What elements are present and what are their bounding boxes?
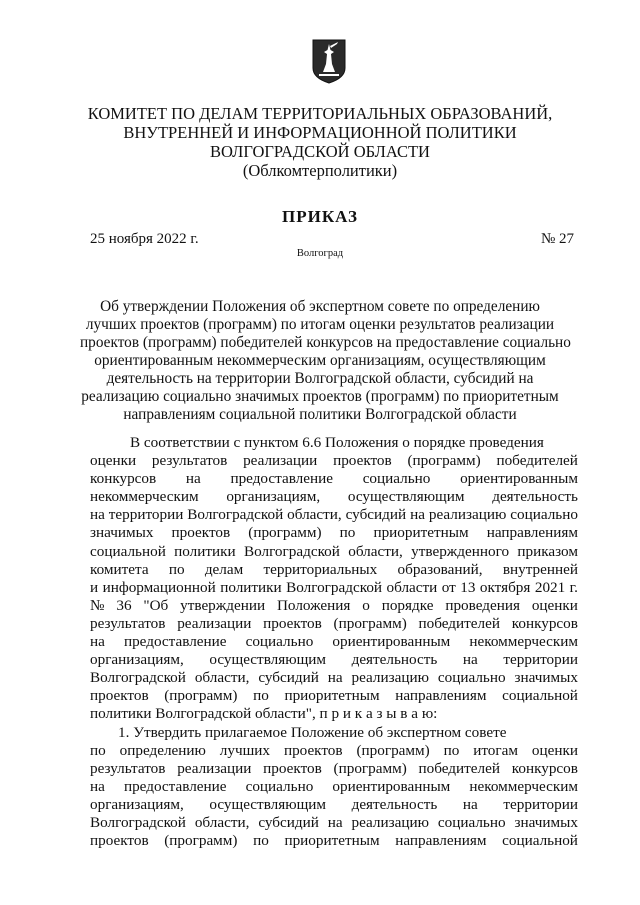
body-word: по (253, 687, 269, 705)
body-word: приоритетным (284, 687, 380, 705)
body-word: (программ) (407, 452, 481, 470)
body-word: № (90, 596, 105, 614)
body-word: на (327, 813, 343, 831)
body-line (90, 742, 578, 760)
subject-line: направлениям социальной политики Волгоградской области (123, 406, 517, 423)
org-abbreviation: (Облкомтерполитики) (242, 161, 398, 180)
body-word: на (327, 669, 343, 687)
body-word: предоставление (123, 777, 227, 795)
body-word: итогам (473, 741, 518, 759)
body-word: комитета (90, 560, 149, 578)
body-word: территории (503, 651, 578, 669)
body-word: социально (510, 506, 578, 524)
subject-line: деятельность на территории Волгоградской области, субсидий на (106, 370, 534, 387)
body-line (90, 434, 578, 452)
body-line (90, 488, 578, 506)
body-word: реализацию (351, 813, 429, 831)
body-word: 36 (116, 596, 132, 614)
body-word: оценки (90, 452, 137, 470)
order-body (90, 434, 578, 850)
body-word: утвержденного (411, 542, 510, 560)
body-word: реализации (177, 614, 252, 632)
body-word: некоммерческим (469, 777, 578, 795)
body-word: от (441, 578, 456, 596)
body-word: по (443, 741, 460, 759)
body-word: на (90, 777, 105, 795)
body-word: лучших (219, 741, 271, 759)
body-word: реализации (177, 759, 252, 777)
body-word: ориентированным (332, 777, 451, 795)
body-line (90, 543, 578, 561)
body-line (90, 669, 578, 687)
body-word: на (410, 506, 425, 524)
body-word: по (90, 741, 106, 759)
body-line (90, 705, 578, 723)
body-word: Волгоградской (243, 542, 340, 560)
body-word: "Об (143, 596, 169, 614)
subject-line: ориентированным некоммерческим организациям, осуществляющим (94, 352, 546, 369)
body-word: проектов (90, 687, 149, 705)
body-word: предоставление (123, 633, 227, 651)
body-word: направлениям (486, 524, 578, 542)
body-word: территориальных (263, 560, 378, 578)
body-word: октября (479, 578, 531, 596)
subject-line: Об утверждении Положения об экспертном совете по определению (100, 298, 540, 315)
body-word: г. (569, 578, 578, 596)
body-word: утверждении (180, 596, 266, 614)
body-word: оценки (531, 741, 578, 759)
body-line (90, 778, 578, 796)
body-word: 13 (460, 578, 476, 596)
body-word: значимых (90, 524, 154, 542)
body-word: социально (245, 777, 314, 795)
order-number: № 27 (541, 231, 575, 247)
body-word: социально (437, 813, 506, 831)
body-word: социально (245, 633, 314, 651)
body-word: направлениям (395, 687, 487, 705)
body-word: социальной (502, 832, 578, 850)
body-word: территории (503, 795, 578, 813)
body-line (90, 579, 578, 597)
body-word: победителей (496, 452, 578, 470)
volgograd-coat-of-arms-icon (311, 38, 347, 84)
body-word: проектов (333, 452, 392, 470)
body-word: организациям, (226, 488, 321, 506)
body-word: по (168, 560, 185, 578)
body-line (90, 615, 578, 633)
body-word: осуществляющим (209, 795, 327, 813)
body-word: социальной (502, 687, 578, 705)
body-word: субсидий (258, 813, 319, 831)
body-word: политики (220, 578, 282, 596)
subject-line: проектов (программ) победителей конкурсов на предоставление социально (80, 334, 571, 351)
body-word: и (90, 578, 99, 596)
body-word: образований, (397, 560, 483, 578)
body-word: проектов (263, 759, 322, 777)
body-word: субсидий (345, 506, 407, 524)
body-word: области, (194, 813, 250, 831)
body-line (90, 597, 578, 615)
body-word: оценки (531, 596, 578, 614)
body-word: значимых (514, 813, 578, 831)
document-title: ПРИКАЗ (282, 207, 358, 226)
body-word: приказом (517, 542, 578, 560)
body-word: значимых (514, 669, 578, 687)
body-word: области (386, 578, 438, 596)
body-word: осуществляющим (209, 651, 327, 669)
body-word: некоммерческим (90, 488, 199, 506)
body-word: на (462, 795, 478, 813)
body-word: (программ) (164, 832, 238, 850)
body-word: социально (437, 669, 506, 687)
body-word: конкурсов (511, 759, 578, 777)
body-word: Волгоградской (90, 669, 186, 687)
body-word: 2021 (534, 578, 566, 596)
body-word: субсидий (258, 669, 319, 687)
body-line (90, 760, 578, 778)
body-word: деятельность (492, 488, 578, 506)
body-word: приоритетным (284, 832, 380, 850)
body-word: результатов (151, 452, 228, 470)
body-word: проектов (90, 832, 149, 850)
body-word: конкурсов (511, 614, 578, 632)
subject-line: лучших проектов (программ) по итогам оценки результатов реализации (85, 316, 555, 333)
body-word: победителей (418, 759, 500, 777)
body-word: организациям, (90, 795, 184, 813)
body-word: по (339, 524, 356, 542)
body-word: (программ) (356, 741, 430, 759)
body-word: приоритетным (373, 524, 469, 542)
body-word: (программ) (248, 524, 322, 542)
body-word: социально (362, 470, 431, 488)
body-line (90, 814, 578, 832)
body-word: ориентированным (332, 633, 451, 651)
body-line (90, 561, 578, 579)
body-line (90, 651, 578, 669)
body-word: направлениям (395, 832, 487, 850)
body-word: области, (348, 542, 403, 560)
body-word: ориентированным (460, 470, 578, 488)
body-word: результатов (90, 614, 166, 632)
body-word: внутренней (502, 560, 578, 578)
body-line (90, 687, 578, 705)
body-word: области, (287, 506, 342, 524)
body-line (90, 452, 578, 470)
body-word: деятельность (351, 795, 438, 813)
body-line-text: В соответствии с пунктом 6.6 Положения о порядке проведения (130, 434, 544, 451)
body-word: проектов (283, 741, 343, 759)
body-word: на (90, 506, 105, 524)
body-word: проектов (171, 524, 231, 542)
body-word: делам (204, 560, 244, 578)
body-word: (программ) (164, 687, 238, 705)
body-line-text: 1. Утвердить прилагаемое Положение об экспертном совете (118, 723, 507, 741)
body-word: Волгоградской (286, 578, 383, 596)
org-line: ВОЛГОГРАДСКОЙ ОБЛАСТИ (210, 142, 430, 161)
body-word: реализацию (428, 506, 507, 524)
body-line (90, 796, 578, 814)
body-word: Волгоградской (90, 813, 186, 831)
body-line (90, 724, 578, 742)
body-word: на (462, 651, 478, 669)
body-word: предоставление (230, 470, 333, 488)
body-word: на (185, 470, 201, 488)
body-word: осуществляющим (347, 488, 465, 506)
body-word: проектов (263, 614, 322, 632)
body-line (90, 633, 578, 651)
body-word: информационной (102, 578, 216, 596)
body-word: определению (119, 741, 206, 759)
body-word: социальной (90, 542, 166, 560)
body-word: проведения (445, 596, 520, 614)
body-word: о (362, 596, 370, 614)
body-word: по (253, 832, 269, 850)
body-word: победителей (418, 614, 500, 632)
body-word: порядке (381, 596, 434, 614)
body-word: области, (194, 669, 250, 687)
body-word: некоммерческим (469, 633, 578, 651)
body-word: (программ) (333, 759, 407, 777)
body-word: реализации (243, 452, 318, 470)
body-line (90, 832, 578, 850)
body-word: реализацию (351, 669, 429, 687)
order-subject (80, 298, 571, 424)
body-word: результатов (90, 759, 166, 777)
organization-header (60, 104, 580, 180)
body-word: на (90, 633, 105, 651)
body-word: Волгоградской (187, 506, 284, 524)
body-line (90, 506, 578, 524)
body-word: (программ) (333, 614, 407, 632)
subject-line: реализацию социально значимых проектов (программ) по приоритетным (81, 388, 559, 405)
body-word: деятельность (351, 651, 438, 669)
body-word: территории (108, 506, 184, 524)
body-word: организациям, (90, 651, 184, 669)
org-line: ВНУТРЕННЕЙ И ИНФОРМАЦИОННОЙ ПОЛИТИКИ (123, 123, 517, 142)
org-line: КОМИТЕТ ПО ДЕЛАМ ТЕРРИТОРИАЛЬНЫХ ОБРАЗОВАНИЙ, (87, 104, 553, 123)
body-line (90, 524, 578, 542)
body-line-text: политики Волгоградской области", п р и к а з ы в а ю: (90, 705, 438, 723)
body-word: Положения (276, 596, 351, 614)
order-date: 25 ноября 2022 г. (90, 231, 199, 247)
body-word: конкурсов (90, 470, 157, 488)
order-city: Волгоград (296, 248, 344, 259)
body-line (90, 470, 578, 488)
body-word: политики (174, 542, 236, 560)
